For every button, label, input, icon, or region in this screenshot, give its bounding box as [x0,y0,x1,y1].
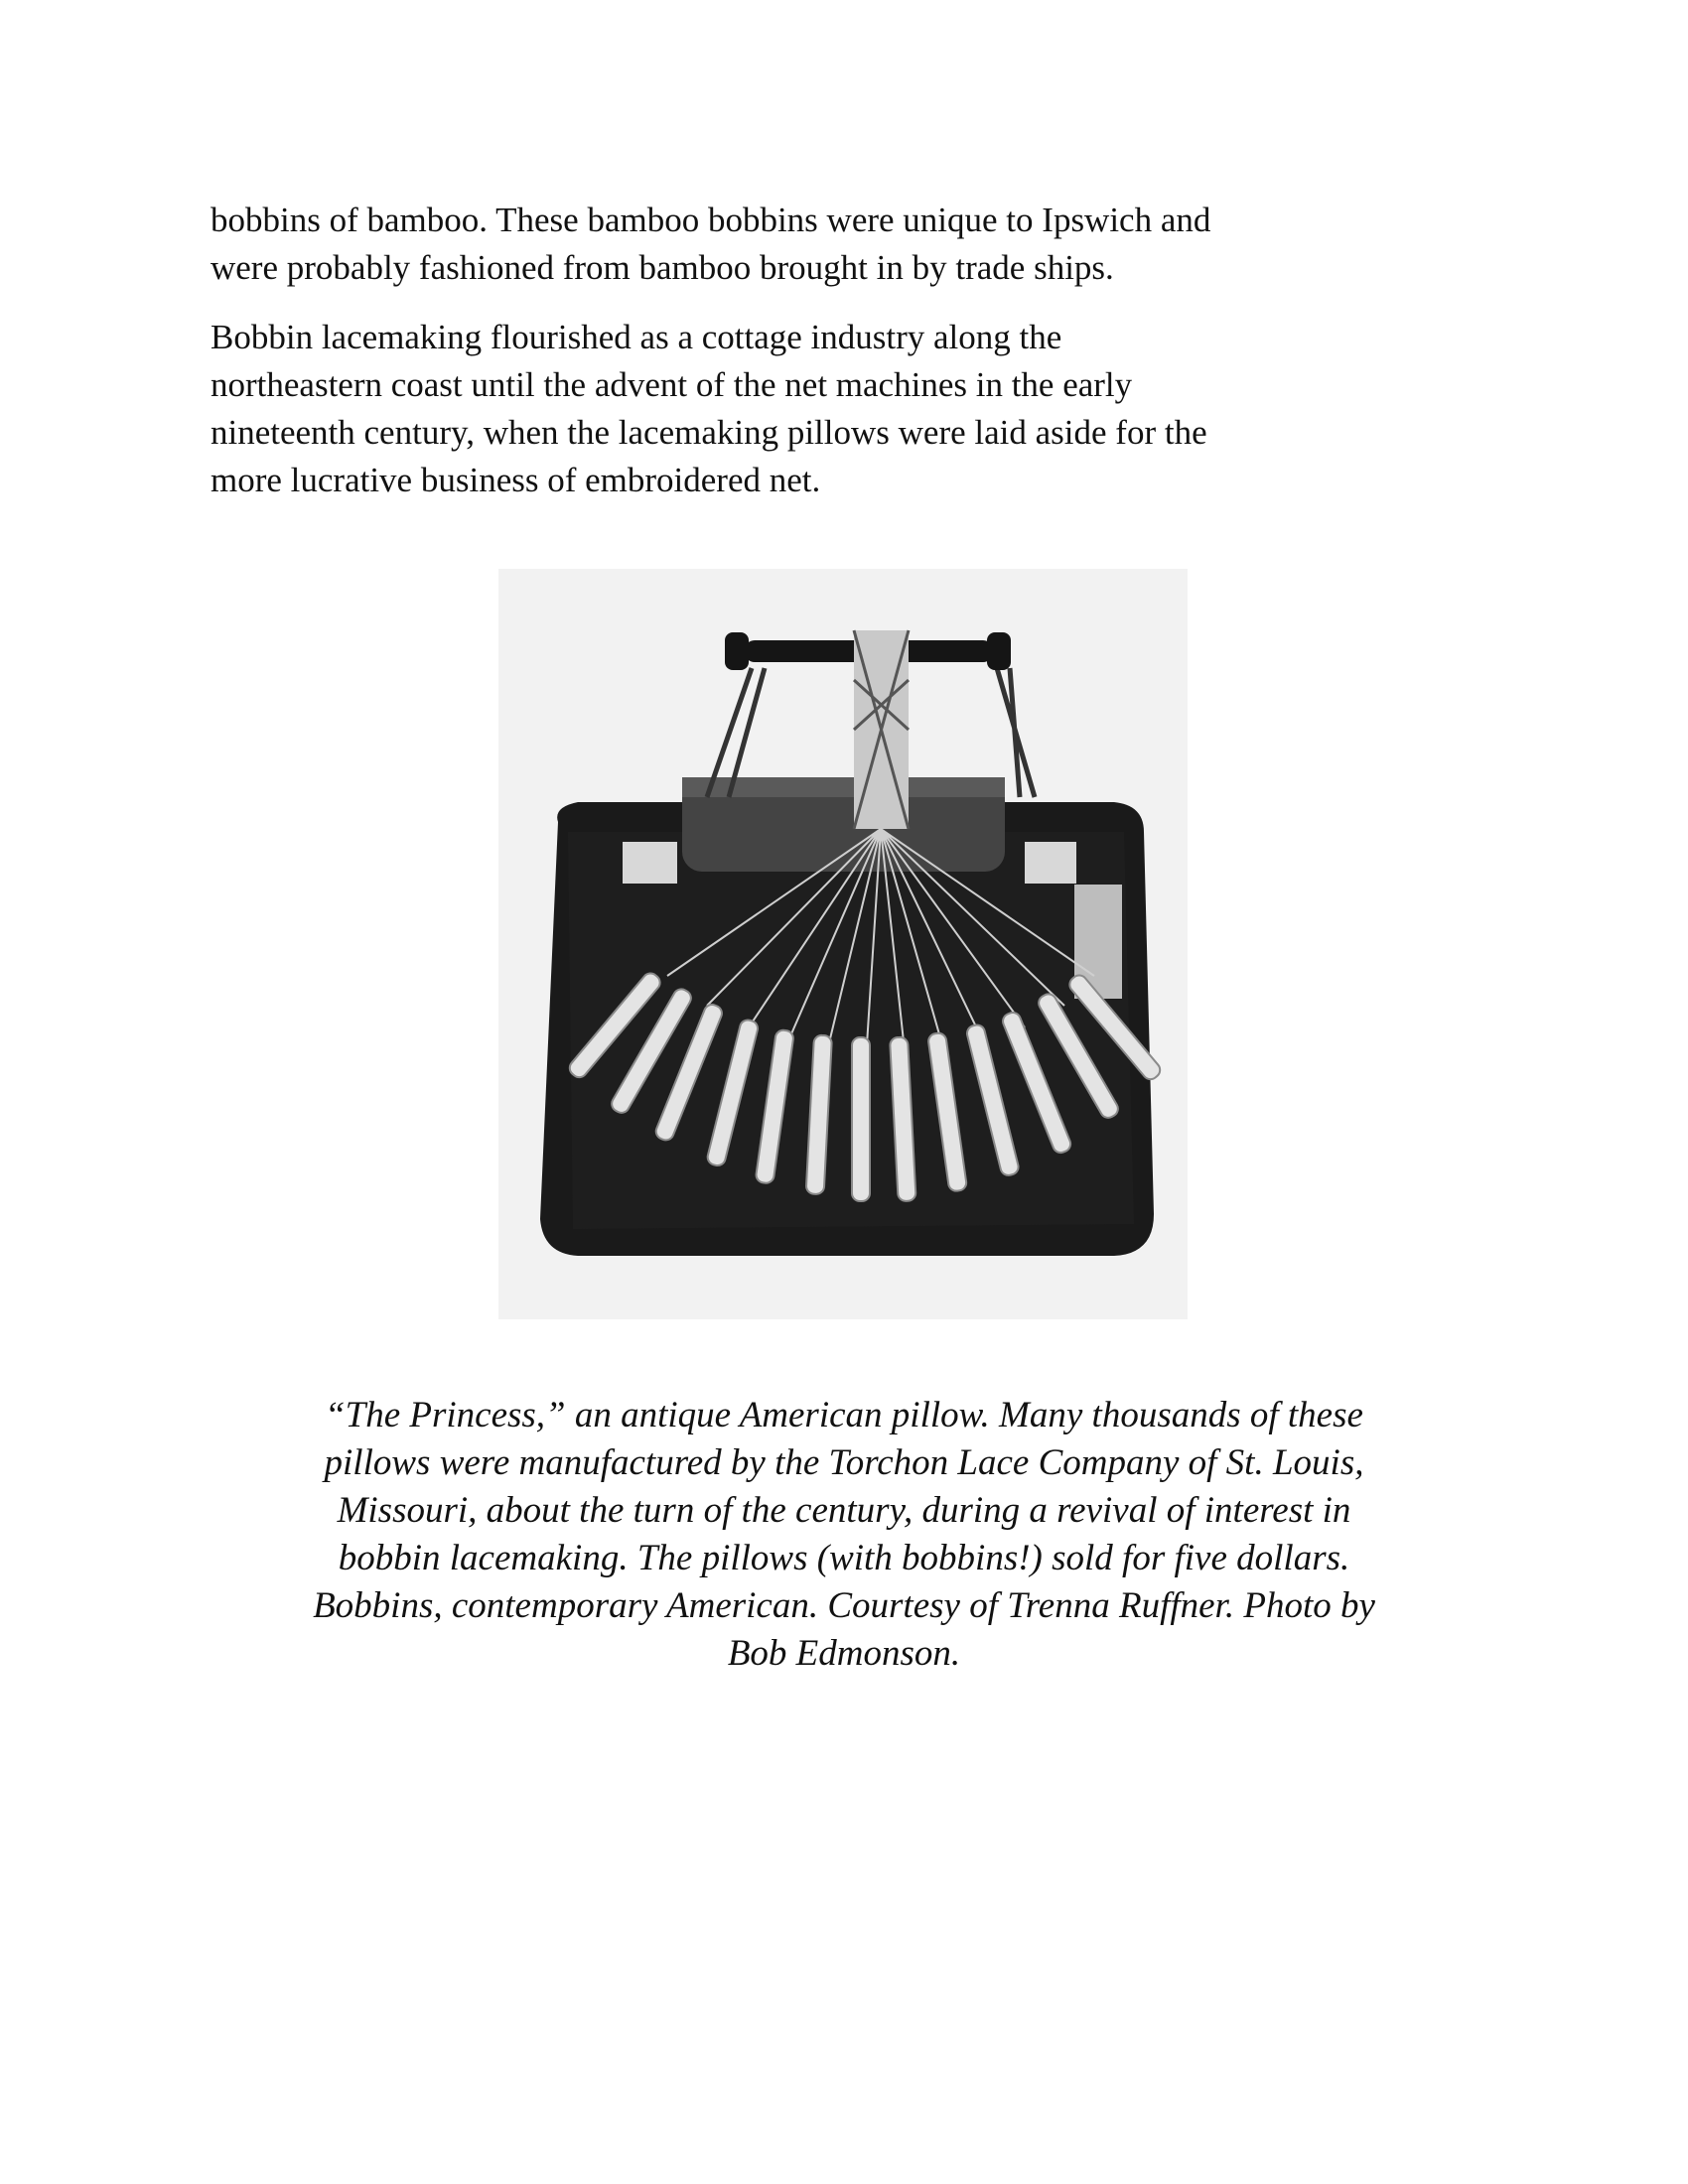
lace-pillow-photo [498,569,1188,1319]
body-paragraph: Bobbin lacemaking flourished as a cottage industry along the northeastern coast until the advent of the net machines in the early nineteenth century, when the lacemaking pillows were laid aside for the more lucrative business of embroidered net. [211,318,1207,499]
body-paragraph: bobbins of bamboo. These bamboo bobbins were unique to Ipswich and were probably fashioned from bamboo brought in by trade ships. [211,201,1211,287]
figure-caption: “The Princess,” an antique American pillow. Many thousands of these pillows were manufactured by the Torchon Lace Company of St. Louis, Missouri, about the turn of the century, during a revival of interest in bobbin lacemaking. The pillows (with bobbins!) sold for five dollars. Bobbins, contemporary American. Courtesy of Trenna Ruffner. Photo by Bob Edmonson. [313,1395,1375,1674]
